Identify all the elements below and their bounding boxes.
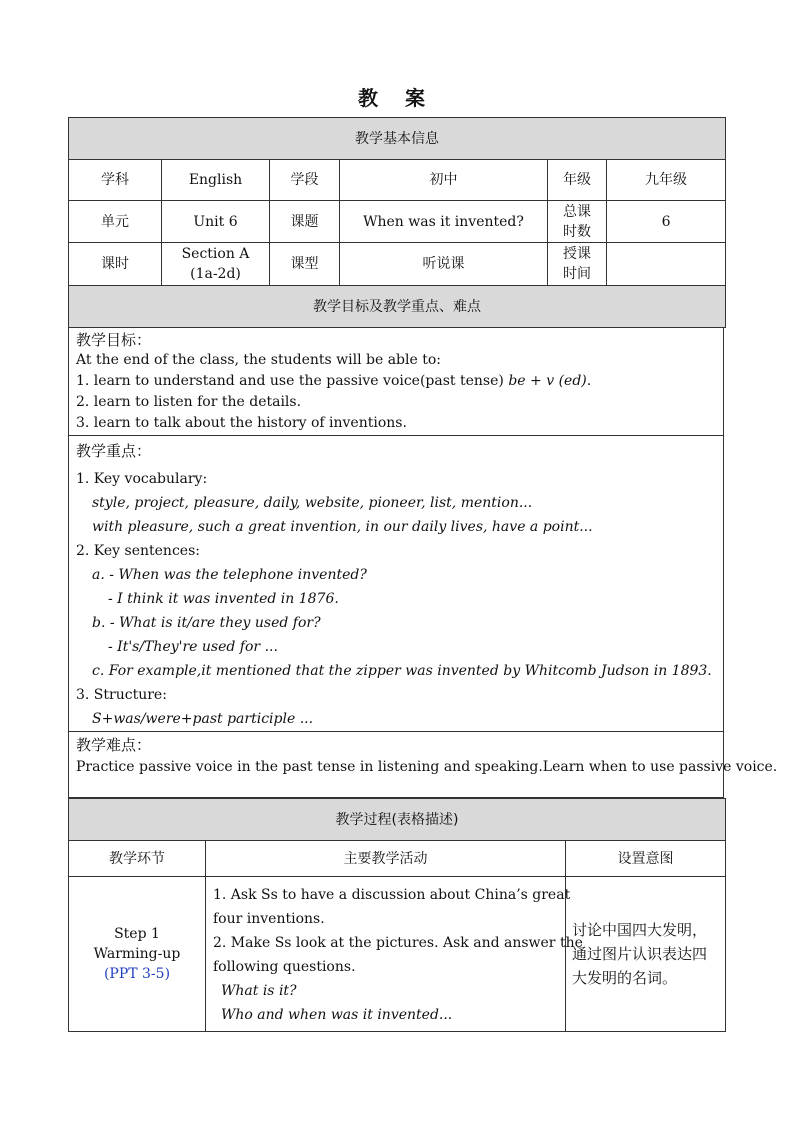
unit-value: Unit 6 — [162, 201, 270, 243]
activity-line: 2. Make Ss look at the pictures. Ask and answer the — [213, 935, 583, 951]
class-time-label: 授课 时间 — [548, 243, 607, 286]
difficulty-section — [68, 732, 778, 798]
difficulty-text: Practice passive voice in the past tense in listening and speaking.Learn when to use passive voice. — [76, 759, 778, 775]
vocab-heading: 1. Key vocabulary: — [76, 471, 208, 487]
unit-label: 单元 — [69, 201, 162, 243]
topic-label: 课题 — [270, 201, 340, 243]
column-intent: 设置意图 — [566, 841, 726, 877]
basic-info-table — [68, 117, 726, 328]
page-title: 教 案 — [358, 86, 435, 110]
step1-stage: Warming-up — [93, 946, 181, 962]
lesson-type-label: 课型 — [270, 243, 340, 286]
topic-value: When was it invented? — [340, 201, 548, 243]
objectives-label: 教学目标： — [76, 331, 152, 349]
question-line: Who and when was it invented... — [221, 1007, 453, 1023]
objectives-section — [68, 327, 724, 436]
activity-line: 1. Ask Ss to have a discussion about China’s great — [213, 887, 571, 903]
sentence-line: a. - When was the telephone invented? — [92, 567, 367, 583]
step1-cell — [69, 877, 206, 1032]
column-stage: 教学环节 — [69, 841, 206, 877]
vocab-line: with pleasure, such a great invention, in our daily lives, have a point... — [92, 519, 593, 535]
step1-ppt: (PPT 3-5) — [103, 966, 171, 982]
objectives-intro: At the end of the class, the students will be able to: — [76, 352, 441, 368]
stage-label: 学段 — [270, 160, 340, 201]
objective-item: 1. learn to understand and use the passive voice(past tense) be + v (ed). — [76, 373, 592, 389]
activity-line: four inventions. — [213, 911, 325, 927]
grade-label: 年级 — [548, 160, 607, 201]
step1-name: Step 1 — [114, 926, 160, 942]
question-line: What is it? — [221, 983, 297, 999]
sentence-line: - It's/They're used for ... — [108, 639, 278, 655]
column-activities: 主要教学活动 — [206, 841, 566, 877]
objective-item: 3. learn to talk about the history of inventions. — [76, 415, 407, 431]
total-periods-value: 6 — [607, 201, 726, 243]
structure-formula: S+was/were+past participle ... — [92, 711, 314, 727]
vocab-line: style, project, pleasure, daily, website, pioneer, list, mention... — [92, 495, 533, 511]
subject-label: 学科 — [69, 160, 162, 201]
sentence-line: c. For example,it mentioned that the zipper was invented by Whitcomb Judson in 1893. — [92, 663, 712, 679]
difficulty-label: 教学难点： — [76, 736, 152, 754]
period-label: 课时 — [69, 243, 162, 286]
sentence-line: b. - What is it/are they used for? — [92, 615, 321, 631]
subject-value: English — [162, 160, 270, 201]
objectives-header: 教学目标及教学重点、难点 — [69, 286, 726, 328]
activity-line: following questions. — [213, 959, 356, 975]
period-value: Section A (1a-2d) — [162, 243, 270, 286]
sentence-line: - I think it was invented in 1876. — [108, 591, 339, 607]
basic-info-header: 教学基本信息 — [69, 118, 726, 160]
grade-value: 九年级 — [607, 160, 726, 201]
passive-formula: be + v (ed) — [508, 373, 587, 389]
sentences-heading: 2. Key sentences: — [76, 543, 200, 559]
stage-value: 初中 — [340, 160, 548, 201]
objective-item: 2. learn to listen for the details. — [76, 394, 302, 410]
total-periods-label: 总课 时数 — [548, 201, 607, 243]
class-time-value — [607, 243, 726, 286]
key-points-section — [68, 436, 724, 732]
step1-activities — [206, 877, 583, 1032]
structure-heading: 3. Structure: — [76, 687, 167, 703]
step1-intent: 讨论中国四大发明，通过图片认识表达四大发明的名词。 — [566, 877, 726, 1032]
lesson-type-value: 听说课 — [340, 243, 548, 286]
process-table — [68, 798, 726, 1032]
process-header: 教学过程(表格描述) — [69, 799, 726, 841]
key-points-label: 教学重点： — [76, 442, 152, 460]
